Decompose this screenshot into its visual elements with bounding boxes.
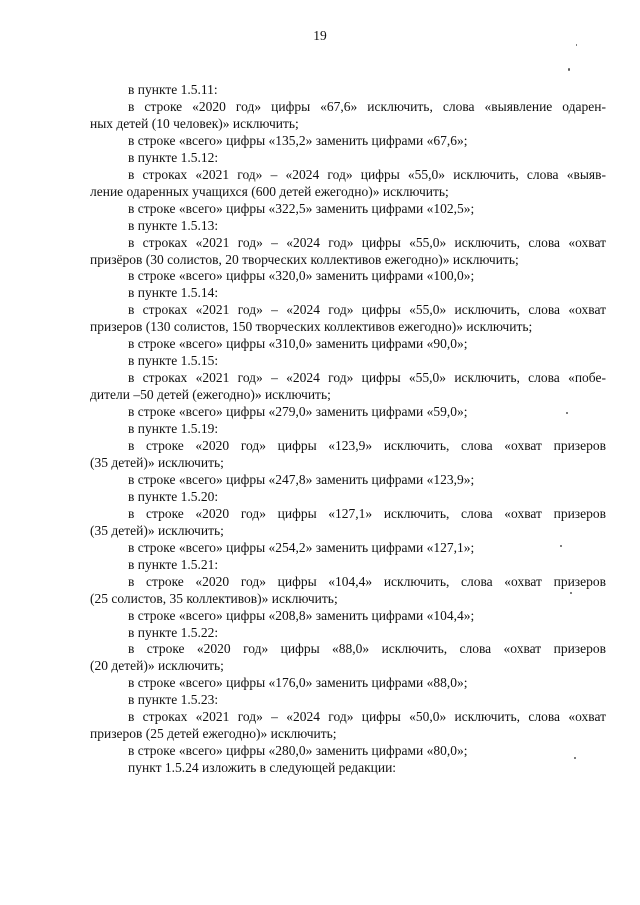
text-line: в строке «всего» цифры «208,8» заменить цифрами «104,4»; [128,607,475,623]
text-line: в пункте 1.5.22: [128,624,219,640]
scan-speck [570,592,572,594]
text-line: в строке «всего» цифры «280,0» заменить цифрами «80,0»; [128,743,468,759]
text-line: в строке «всего» цифры «279,0» заменить цифрами «59,0»; [128,404,468,420]
text-line: в строке «2020 год» цифры «123,9» исключить, слова «охват призеров [128,438,606,454]
text-line: в строке «всего» цифры «310,0» заменить цифрами «90,0»; [128,336,468,352]
scan-speck [560,545,562,547]
text-line: дители –50 детей (ежегодно)» исключить; [90,387,331,403]
text-line: в строке «2020 год» цифры «88,0» исключить, слова «охват призеров [128,641,606,657]
scan-speck [568,68,570,71]
text-line: ление одаренных учащихся (600 детей ежегодно)» исключить; [90,183,449,199]
text-line: в пункте 1.5.21: [128,556,219,572]
text-line: в пункте 1.5.14: [128,285,219,301]
text-line: в строке «всего» цифры «254,2» заменить цифрами «127,1»; [128,539,475,555]
text-line: в строках «2021 год» – «2024 год» цифры «50,0» исключить, слова «охват [128,709,606,725]
text-line: в пункте 1.5.20: [128,488,219,504]
page-number: 19 [313,28,327,43]
text-line: в строке «всего» цифры «322,5» заменить цифрами «102,5»; [128,200,475,216]
text-line: призёров (30 солистов, 20 творческих коллективов ежегодно)» исключить; [90,251,519,267]
text-line: в пункте 1.5.13: [128,217,219,233]
text-line: в строке «всего» цифры «176,0» заменить цифрами «88,0»; [128,675,468,691]
text-line: в строках «2021 год» – «2024 год» цифры «55,0» исключить, слова «охват [128,234,606,250]
text-line: в строке «2020 год» цифры «127,1» исключить, слова «охват призеров [128,505,606,521]
text-line: пункт 1.5.24 изложить в следующей редакции: [128,760,397,776]
scan-speck [574,757,576,759]
document-body [90,82,606,777]
text-line: в строке «всего» цифры «320,0» заменить цифрами «100,0»; [128,268,475,284]
text-line: (35 детей)» исключить; [90,454,224,470]
scan-speck [576,44,577,46]
text-line: призеров (130 солистов, 150 творческих коллективов ежегодно)» исключить; [90,319,533,335]
text-line: в строке «всего» цифры «247,8» заменить цифрами «123,9»; [128,471,475,487]
text-line: (35 детей)» исключить; [90,522,224,538]
text-line: призеров (25 детей ежегодно)» исключить; [90,726,337,742]
text-line: ных детей (10 человек)» исключить; [90,115,299,131]
text-line: в строке «2020 год» цифры «104,4» исключить, слова «охват призеров [128,573,606,589]
text-line: в пункте 1.5.15: [128,353,219,369]
text-line: в пункте 1.5.19: [128,421,219,437]
text-line: (25 солистов, 35 коллективов)» исключить; [90,590,338,606]
text-line: в строке «2020 год» цифры «67,6» исключить, слова «выявление одарен- [128,98,606,114]
text-line: в пункте 1.5.12: [128,149,219,165]
text-line: в строках «2021 год» – «2024 год» цифры «55,0» исключить, слова «выяв- [128,166,606,182]
text-line: в пункте 1.5.11: [128,82,218,97]
text-line: (20 детей)» исключить; [90,658,224,674]
scan-speck [566,412,568,414]
text-line: в строке «всего» цифры «135,2» заменить цифрами «67,6»; [128,132,468,148]
text-line: в строках «2021 год» – «2024 год» цифры «55,0» исключить, слова «побе- [128,370,606,386]
text-line: в строках «2021 год» – «2024 год» цифры «55,0» исключить, слова «охват [128,302,606,318]
text-line: в пункте 1.5.23: [128,692,219,708]
